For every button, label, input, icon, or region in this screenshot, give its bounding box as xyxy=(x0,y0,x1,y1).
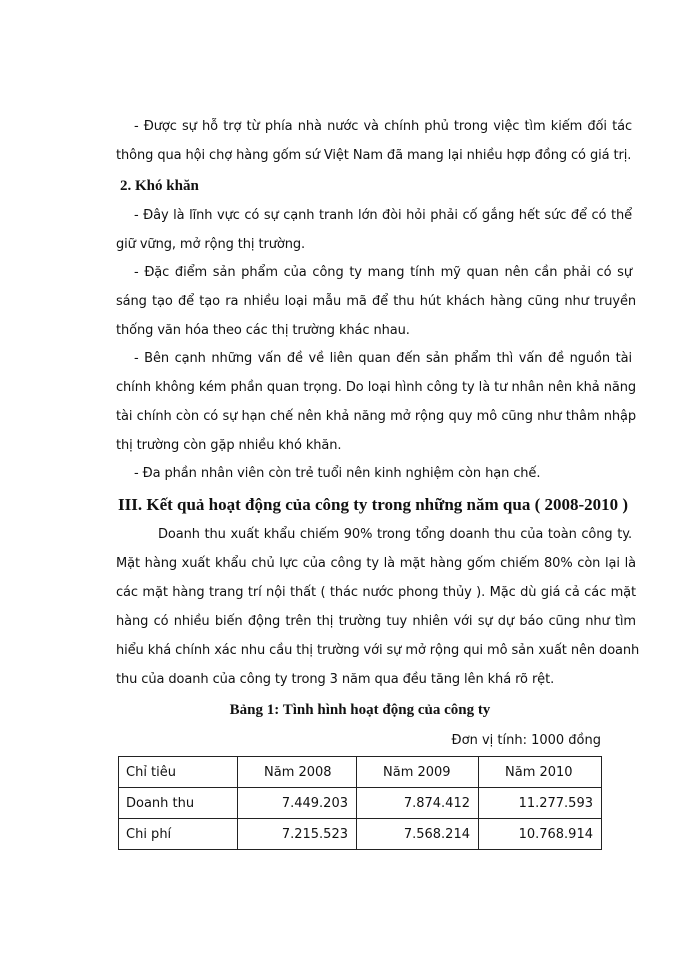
table-cell: Doanh thu xyxy=(119,788,238,819)
paragraph-line: giữ vững, mở rộng thị trường. xyxy=(116,237,306,252)
paragraph-line: chính không kém phần quan trọng. Do loại hình công ty là tư nhân nên khả năng xyxy=(116,380,636,395)
paragraph-line: tài chính còn có sự hạn chế nên khả năng mở rộng quy mô cũng như thâm nhập xyxy=(116,409,636,424)
paragraph-line: thu của doanh của công ty trong 3 năm qua đều tăng lên khá rõ rệt. xyxy=(116,672,555,687)
table-header-cell: Chỉ tiêu xyxy=(119,757,238,788)
table-header-cell: Năm 2009 xyxy=(357,757,479,788)
table-unit: Đơn vị tính: 1000 đồng xyxy=(451,733,601,748)
table-cell: Chi phí xyxy=(119,819,238,850)
paragraph-line: - Đa phần nhân viên còn trẻ tuổi nên kinh nghiệm còn hạn chế. xyxy=(134,466,541,481)
paragraph-line: hiểu khá chính xác nhu cầu thị trường với sự mở rộng qui mô sản xuất nên doanh xyxy=(116,643,640,658)
section-heading-difficulties: 2. Khó khăn xyxy=(120,178,199,194)
paragraph-line: - Đặc điểm sản phẩm của công ty mang tính mỹ quan nên cần phải có sự xyxy=(134,265,632,280)
table-cell: 7.215.523 xyxy=(238,819,357,850)
table-header-cell: Năm 2010 xyxy=(479,757,602,788)
table-cell: 11.277.593 xyxy=(479,788,602,819)
paragraph-line: thông qua hội chợ hàng gốm sứ Việt Nam đã mang lại nhiều hợp đồng có giá trị. xyxy=(116,148,632,163)
paragraph-line: - Bên cạnh những vấn đề về liên quan đến sản phẩm thì vấn đề nguồn tài xyxy=(134,351,632,366)
paragraph-line: hàng có nhiều biến động trên thị trường tuy nhiên với sự dự báo cũng như tìm xyxy=(116,614,636,629)
section-heading-results: III. Kết quả hoạt động của công ty trong những năm qua ( 2008-2010 ) xyxy=(118,495,629,514)
table-cell: 10.768.914 xyxy=(479,819,602,850)
paragraph-line: Doanh thu xuất khẩu chiếm 90% trong tổng doanh thu của toàn công ty. xyxy=(158,527,632,542)
table-cell: 7.568.214 xyxy=(357,819,479,850)
table-header-row xyxy=(119,757,602,788)
paragraph-line: các mặt hàng trang trí nội thất ( thác nước phong thủy ). Mặc dù giá cả các mặt xyxy=(116,585,636,600)
paragraph-line: - Được sự hỗ trợ từ phía nhà nước và chính phủ trong việc tìm kiếm đối tác xyxy=(134,119,632,134)
paragraph-line: - Đây là lĩnh vực có sự cạnh tranh lớn đòi hỏi phải cố gắng hết sức để có thể xyxy=(134,208,632,223)
results-table xyxy=(118,756,602,850)
table-caption: Bảng 1: Tình hình hoạt động của công ty xyxy=(229,702,491,718)
paragraph-line: thống văn hóa theo các thị trường khác nhau. xyxy=(116,323,410,338)
table-row xyxy=(119,788,602,819)
table-row xyxy=(119,819,602,850)
table-cell: 7.449.203 xyxy=(238,788,357,819)
paragraph-line: sáng tạo để tạo ra nhiều loại mẫu mã để thu hút khách hàng cũng như truyền xyxy=(116,294,636,309)
table-cell: 7.874.412 xyxy=(357,788,479,819)
paragraph-line: Mặt hàng xuất khẩu chủ lực của công ty là mặt hàng gốm chiếm 80% còn lại là xyxy=(116,556,636,571)
paragraph-line: thị trường còn gặp nhiều khó khăn. xyxy=(116,438,342,453)
table-header-cell: Năm 2008 xyxy=(238,757,357,788)
